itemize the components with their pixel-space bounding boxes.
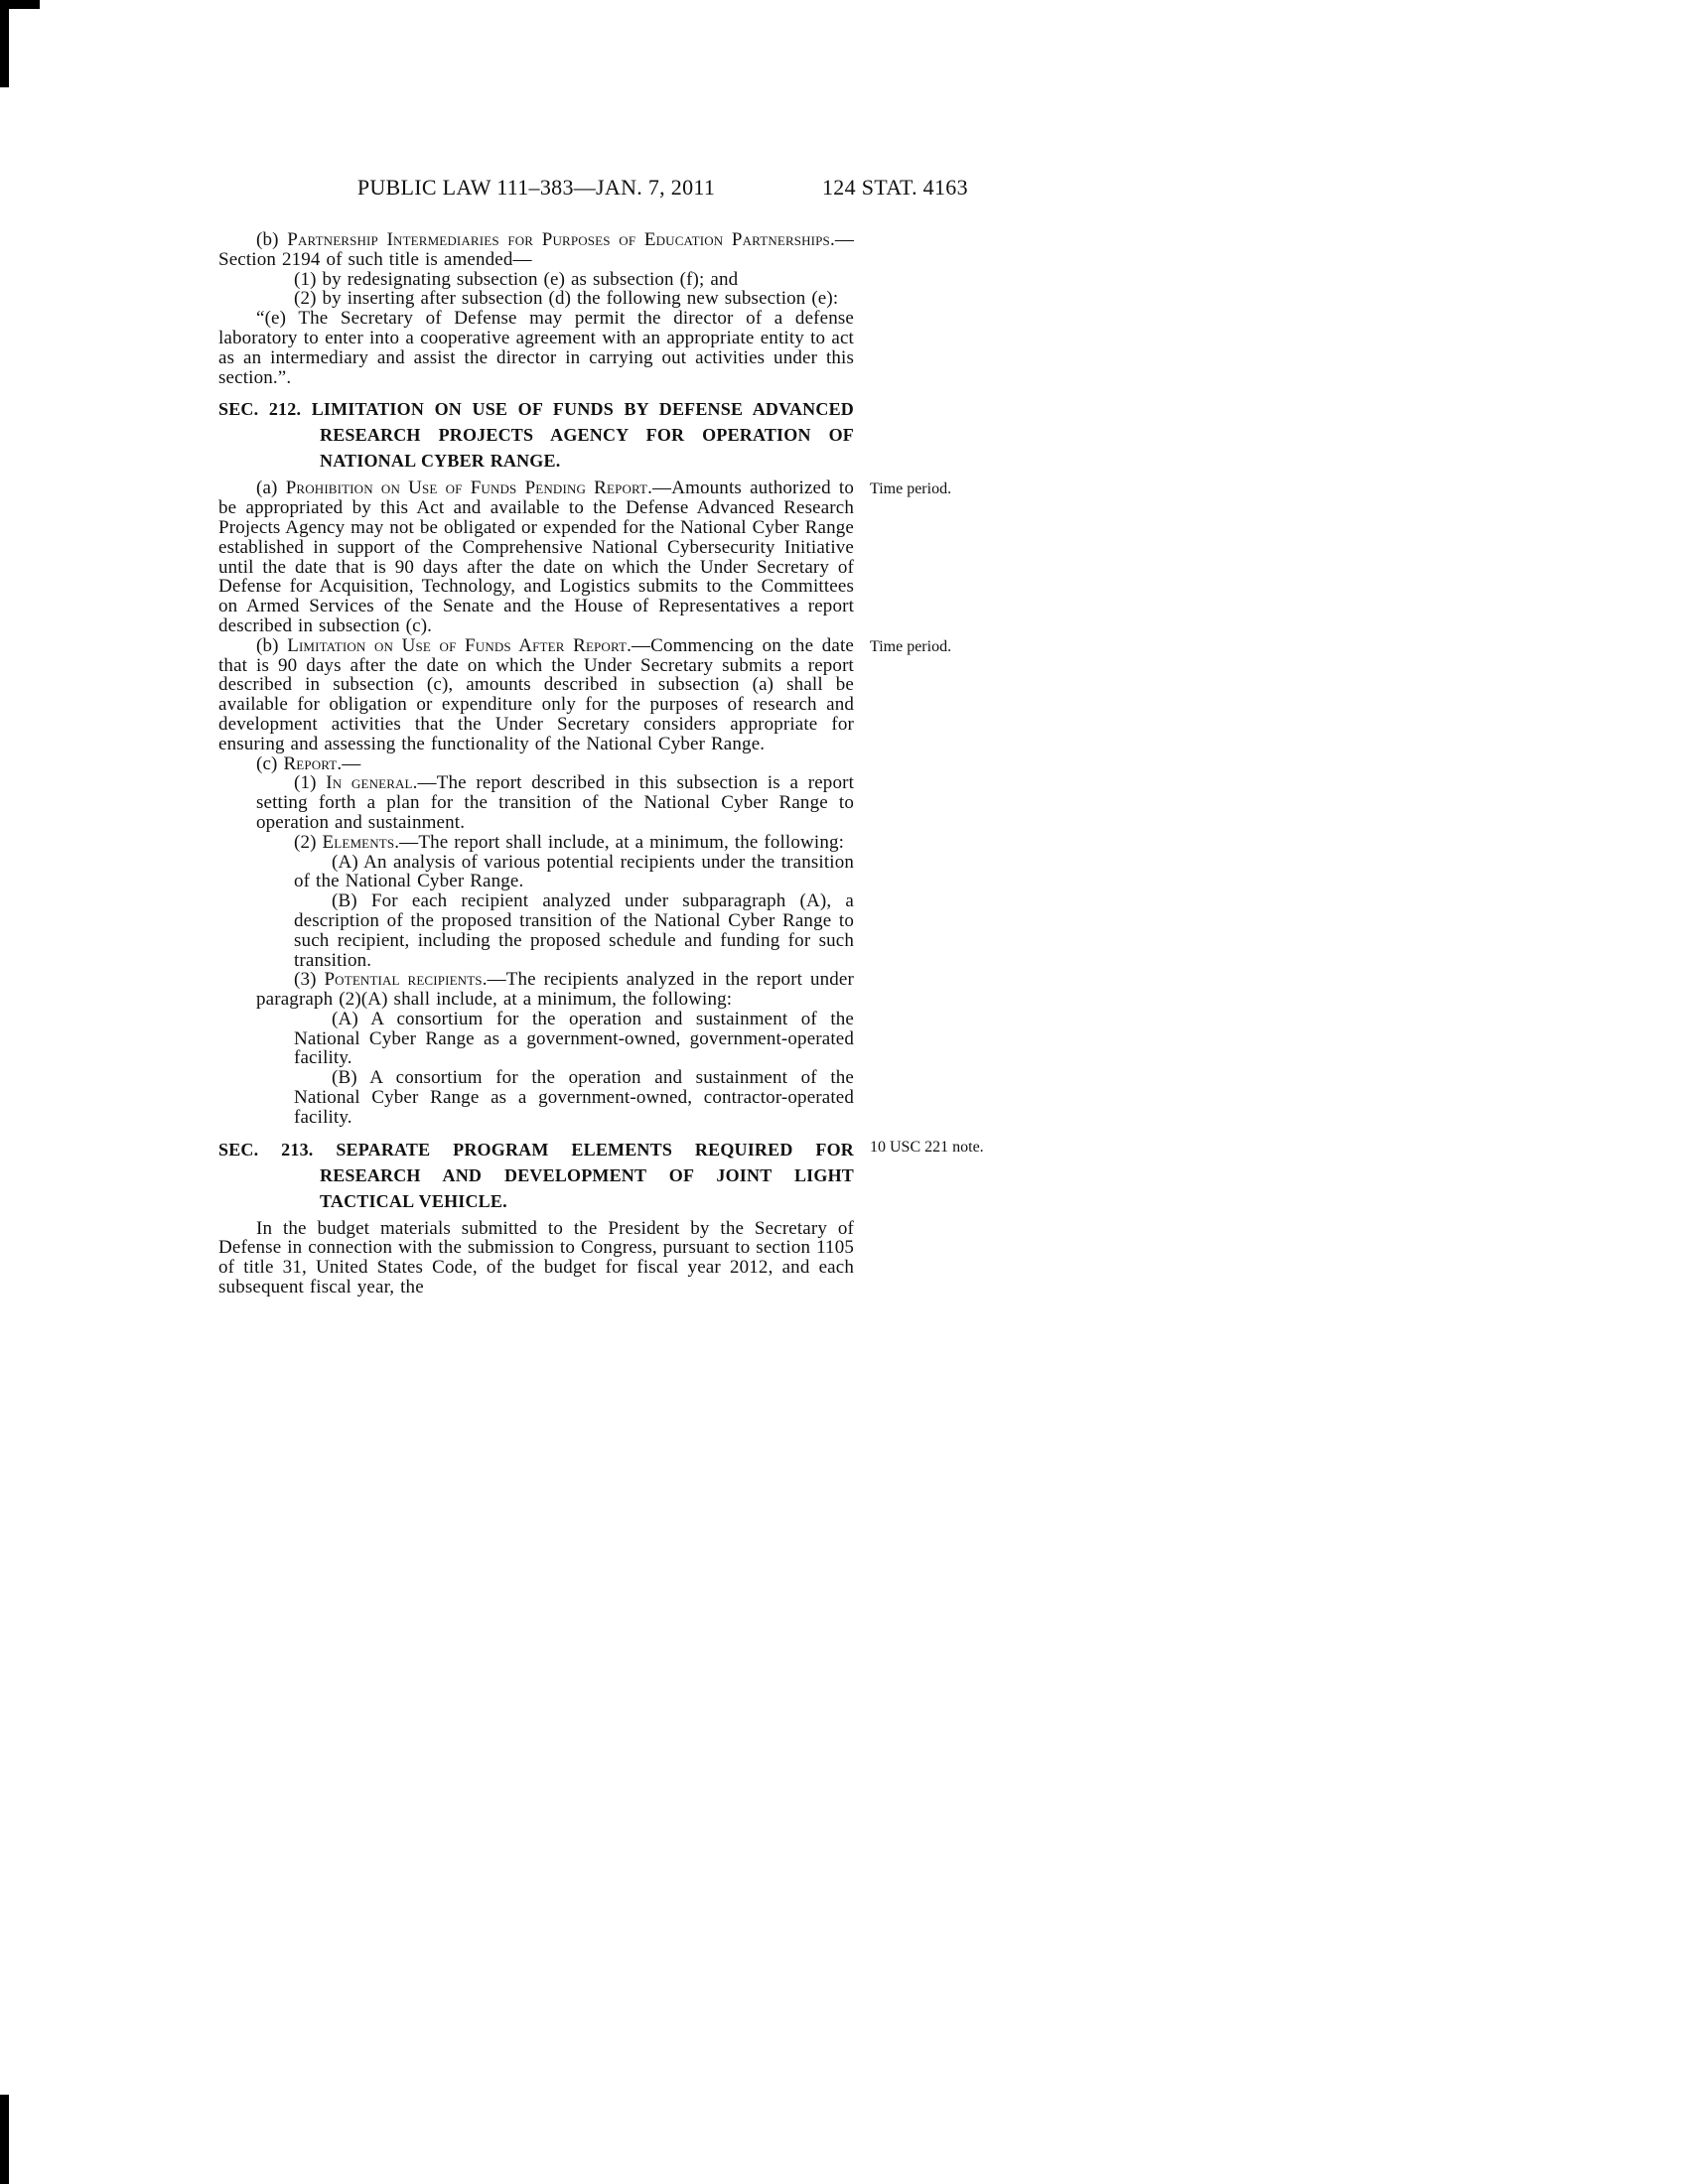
paragraph: [218, 270, 854, 290]
text-run: (2): [294, 831, 323, 853]
paragraph: [218, 634, 952, 754]
scan-artifact: [0, 2095, 9, 2184]
text-run: SEC. 212. LIMITATION ON USE OF FUNDS BY DEFENSE ADVANCED RESEARCH PROJECTS AGENCY FOR OPERATION OF NATIONAL CYBER RANGE.: [218, 399, 854, 472]
text-run: (B) A consortium for the operation and sustainment of the National Cyber Range as a government-owned, contractor-operated facility.: [294, 1067, 854, 1128]
text-run: .—The recipients analyzed in the report under paragraph (2)(A) shall include, at a minimum, the following:: [256, 969, 854, 1011]
paragraph: [218, 230, 854, 270]
margin-note: 10 USC 221 note.: [870, 1138, 984, 1156]
margin-note: Time period.: [870, 637, 952, 655]
text-run: (A) An analysis of various potential recipients under the transition of the National Cyber Range.: [294, 851, 854, 892]
text-run: (a): [256, 478, 286, 499]
scan-artifact: [0, 0, 9, 87]
small-caps-text: Potential recipients: [324, 969, 483, 991]
paragraph: [218, 853, 854, 892]
paragraph: [218, 1068, 854, 1127]
small-caps-text: Partnership Intermediaries for Purposes of Education Partnerships: [287, 229, 830, 250]
paragraph: [218, 970, 854, 1010]
text-run: .—Amounts authorized to be appropriated by this Act and available to the Defense Advanced Research Projects Agency may not be obligated or expended for the National Cyber Range established in support of the Comprehensive National Cybersecurity Initiative until the date that is 90 days after the date on which the Under Secretary of Defense for Acquisition, Technology, and Logistics submits to the Committees on Armed Services of the Senate and the House of Representatives a report described in subsection (c).: [218, 478, 855, 636]
document-body: [218, 229, 984, 1298]
text-run: (1): [294, 772, 327, 794]
text-run: .—: [337, 752, 361, 774]
text-run: (b): [256, 634, 288, 656]
statute-page-number: 124 STAT. 4163: [822, 175, 968, 200]
text-run: (1) by redesignating subsection (e) as subsection (f); and: [294, 268, 739, 290]
text-run: .—Section 2194 of such title is amended—: [218, 229, 854, 270]
section-heading: [218, 396, 854, 474]
text-run: (B) For each recipient analyzed under subparagraph (A), a description of the proposed transition of the National Cyber Range to such recipient, including the proposed schedule and funding for such transition.: [294, 890, 854, 971]
section-heading: [218, 1137, 984, 1214]
scan-artifact: [0, 0, 40, 9]
paragraph: [218, 1010, 854, 1068]
text-run: In the budget materials submitted to the President by the Secretary of Defense in connection with the submission to Congress, pursuant to section 1105 of title 31, United States Code, of the budget for fiscal year 2012, and each subsequent fiscal year, the: [218, 1217, 854, 1298]
paragraph: [218, 1219, 854, 1297]
text-run: (c): [256, 752, 284, 774]
running-head: [218, 175, 968, 201]
paragraph: [218, 478, 952, 636]
text-run: (b): [256, 229, 288, 250]
text-run: “(e) The Secretary of Defense may permit the director of a defense laboratory to enter into a cooperative agreement with an appropriate entity to act as an intermediary and assist the director in carrying out activities under this section.”.: [218, 308, 854, 388]
paragraph: [218, 754, 854, 774]
paragraph: [218, 891, 854, 970]
text-run: .—The report shall include, at a minimum, the following:: [394, 831, 845, 853]
paragraph: [218, 773, 854, 832]
small-caps-text: Prohibition on Use of Funds Pending Report: [285, 478, 648, 499]
text-run: SEC. 213. SEPARATE PROGRAM ELEMENTS REQUIRED FOR RESEARCH AND DEVELOPMENT OF JOINT LIGHT TACTICAL VEHICLE.: [218, 1139, 854, 1211]
paragraph: [218, 833, 854, 853]
text-run: (2) by inserting after subsection (d) the following new subsection (e):: [294, 288, 839, 310]
page-content: [218, 175, 984, 1298]
text-run: (A) A consortium for the operation and sustainment of the National Cyber Range as a government-owned, government-operated facility.: [294, 1008, 854, 1069]
text-run: (3): [294, 969, 325, 991]
small-caps-text: Limitation on Use of Funds After Report: [287, 634, 628, 656]
paragraph: [218, 309, 854, 387]
text-run: .—The report described in this subsection is a report setting forth a plan for the transition of the National Cyber Range to operation and sustainment.: [256, 772, 855, 833]
law-title: PUBLIC LAW 111–383—JAN. 7, 2011: [356, 175, 716, 200]
paragraph: [218, 289, 854, 309]
small-caps-text: In general: [326, 772, 413, 794]
text-run: .—Commencing on the date that is 90 days after the date on which the Under Secretary submits a report described in subsection (c), amounts described in subsection (a) shall be available for obligation or expenditure only for the purposes of research and development activities that the Under Secretary considers appropriate for ensuring and assessing the functionality of the National Cyber Range.: [218, 634, 854, 754]
margin-note: Time period.: [870, 480, 952, 498]
small-caps-text: Elements: [322, 831, 395, 853]
small-caps-text: Report: [283, 752, 338, 774]
